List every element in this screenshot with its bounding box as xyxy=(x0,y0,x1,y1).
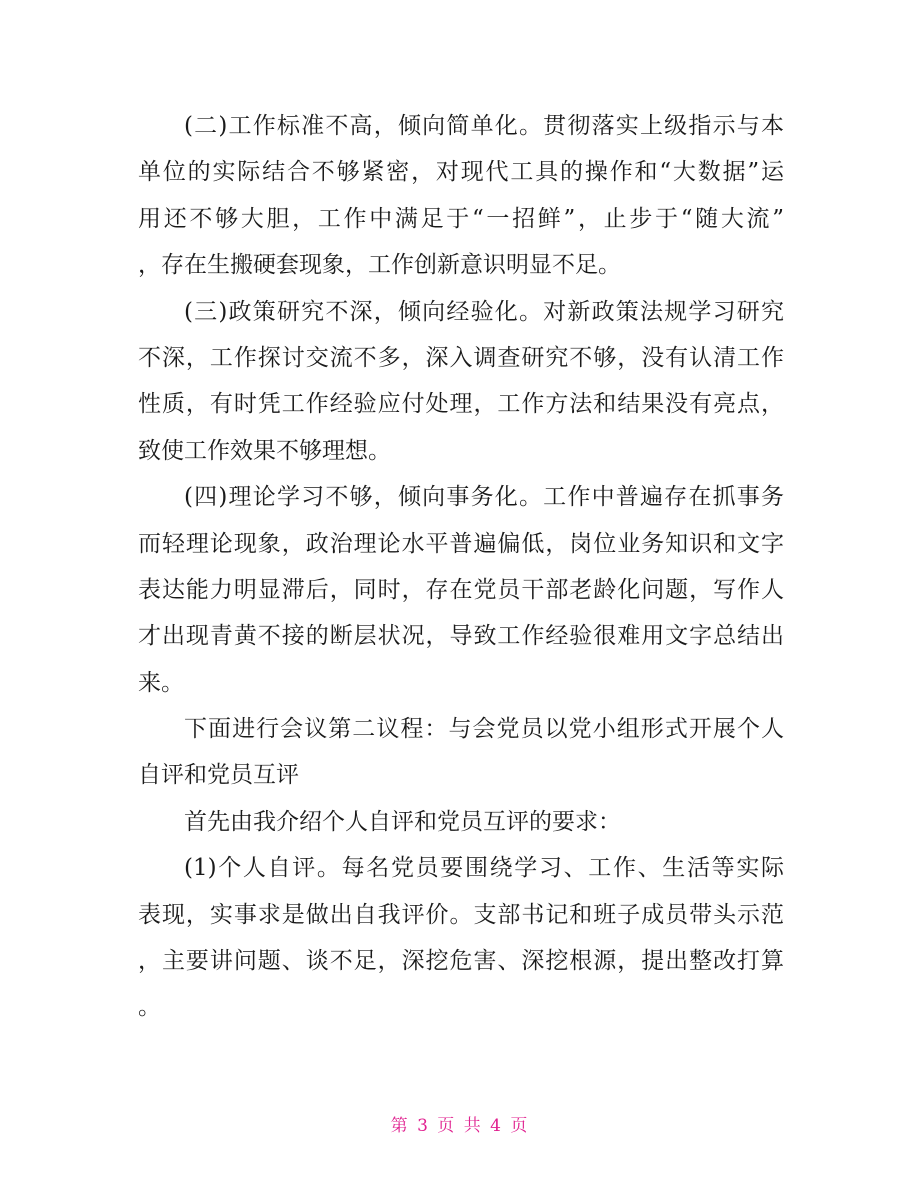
text-line: ，存在生搬硬套现象，工作创新意识明显不足。 xyxy=(138,252,621,279)
page-number-footer: 第 3 页 共 4 页 xyxy=(390,1116,530,1136)
paragraph-self-evaluation xyxy=(138,845,784,1031)
paragraph-standards xyxy=(138,103,784,289)
paragraph-policy-research xyxy=(138,289,784,475)
paragraph-second-agenda xyxy=(138,706,784,799)
text-line: (1)个人自评。每名党员要围绕学习、工作、生活等实际 xyxy=(184,855,784,882)
text-line: 下面进行会议第二议程：与会党员以党小组形式开展个人 xyxy=(184,716,784,743)
text-line: 性质，有时凭工作经验应付处理，工作方法和结果没有亮点， xyxy=(138,391,784,418)
paragraph-requirements-intro xyxy=(138,799,784,845)
text-line: 单位的实际结合不够紧密，对现代工具的操作和“大数据”运 xyxy=(138,159,784,186)
text-line: (二)工作标准不高，倾向简单化。贯彻落实上级指示与本 xyxy=(184,113,784,139)
text-line: (三)政策研究不深，倾向经验化。对新政策法规学习研究 xyxy=(184,298,784,325)
text-line: 致使工作效果不够理想。 xyxy=(138,437,391,464)
text-line: (四)理论学习不够，倾向事务化。工作中普遍存在抓事务 xyxy=(184,484,784,511)
text-line: 用还不够大胆，工作中满足于“一招鲜”，止步于“随大流” xyxy=(138,205,784,232)
text-line: 首先由我介绍个人自评和党员互评的要求： xyxy=(184,808,621,835)
text-line: 表达能力明显滞后，同时，存在党员干部老龄化问题，写作人 xyxy=(138,576,784,603)
paragraph-theory-study xyxy=(138,474,784,706)
document-body xyxy=(138,103,784,1031)
text-line: ，主要讲问题、谈不足，深挖危害、深挖根源，提出整改打算 xyxy=(138,948,784,975)
text-line: 而轻理论现象，政治理论水平普遍偏低，岗位业务知识和文字 xyxy=(138,530,784,557)
text-line: 不深，工作探讨交流不多，深入调查研究不够，没有认清工作 xyxy=(138,344,784,371)
text-line: 表现，实事求是做出自我评价。支部书记和班子成员带头示范 xyxy=(138,901,784,928)
text-line: 才出现青黄不接的断层状况，导致工作经验很难用文字总结出 xyxy=(138,623,784,650)
text-line: 。 xyxy=(138,994,161,1021)
text-line: 自评和党员互评 xyxy=(138,762,299,789)
text-line: 来。 xyxy=(138,669,184,696)
